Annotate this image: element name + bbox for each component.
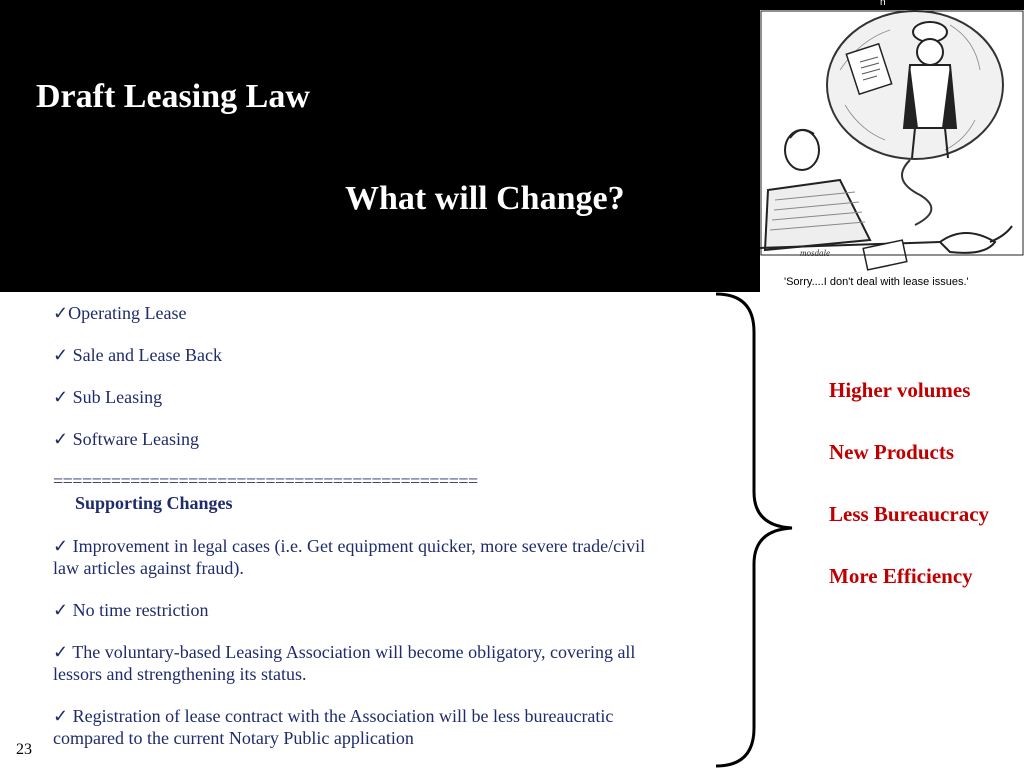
- cartoon-image: [760, 10, 1024, 294]
- supporting-heading: Supporting Changes: [75, 493, 233, 513]
- list-item: ✓ Sale and Lease Back: [53, 345, 223, 365]
- list-item: ✓ Software Leasing: [53, 429, 200, 449]
- slide-subtitle: What will Change?: [345, 180, 625, 217]
- list-item: ✓Operating Lease: [53, 303, 187, 323]
- list-item: ✓ The voluntary-based Leasing Association will become obligatory, covering all lessors and strengthening its status.: [53, 642, 636, 684]
- outcomes-list: [829, 375, 1009, 623]
- outcome-item: New Products: [829, 440, 955, 464]
- outcome-item: More Efficiency: [829, 564, 973, 588]
- list-item: ✓ Registration of lease contract with the Association will be less bureaucratic compared to the current Notary Public application: [53, 706, 614, 748]
- corner-mark: n: [880, 0, 886, 8]
- list-item: ✓ Sub Leasing: [53, 387, 163, 407]
- separator-line: ============================================: [53, 471, 478, 491]
- cartoon-signature: mosdale: [800, 248, 830, 258]
- right-brace-icon: [716, 292, 796, 768]
- cartoon-caption: 'Sorry....I don't deal with lease issues.': [784, 276, 969, 288]
- outcome-item: Higher volumes: [829, 378, 971, 402]
- outcome-item: Less Bureaucracy: [829, 502, 990, 526]
- list-item: ✓ No time restriction: [53, 600, 209, 620]
- slide-number: 23: [16, 741, 32, 758]
- changes-list: [53, 302, 663, 749]
- slide-title: Draft Leasing Law: [36, 78, 310, 115]
- list-item: ✓ Improvement in legal cases (i.e. Get equipment quicker, more severe trade/civil law articles against fraud).: [53, 536, 646, 578]
